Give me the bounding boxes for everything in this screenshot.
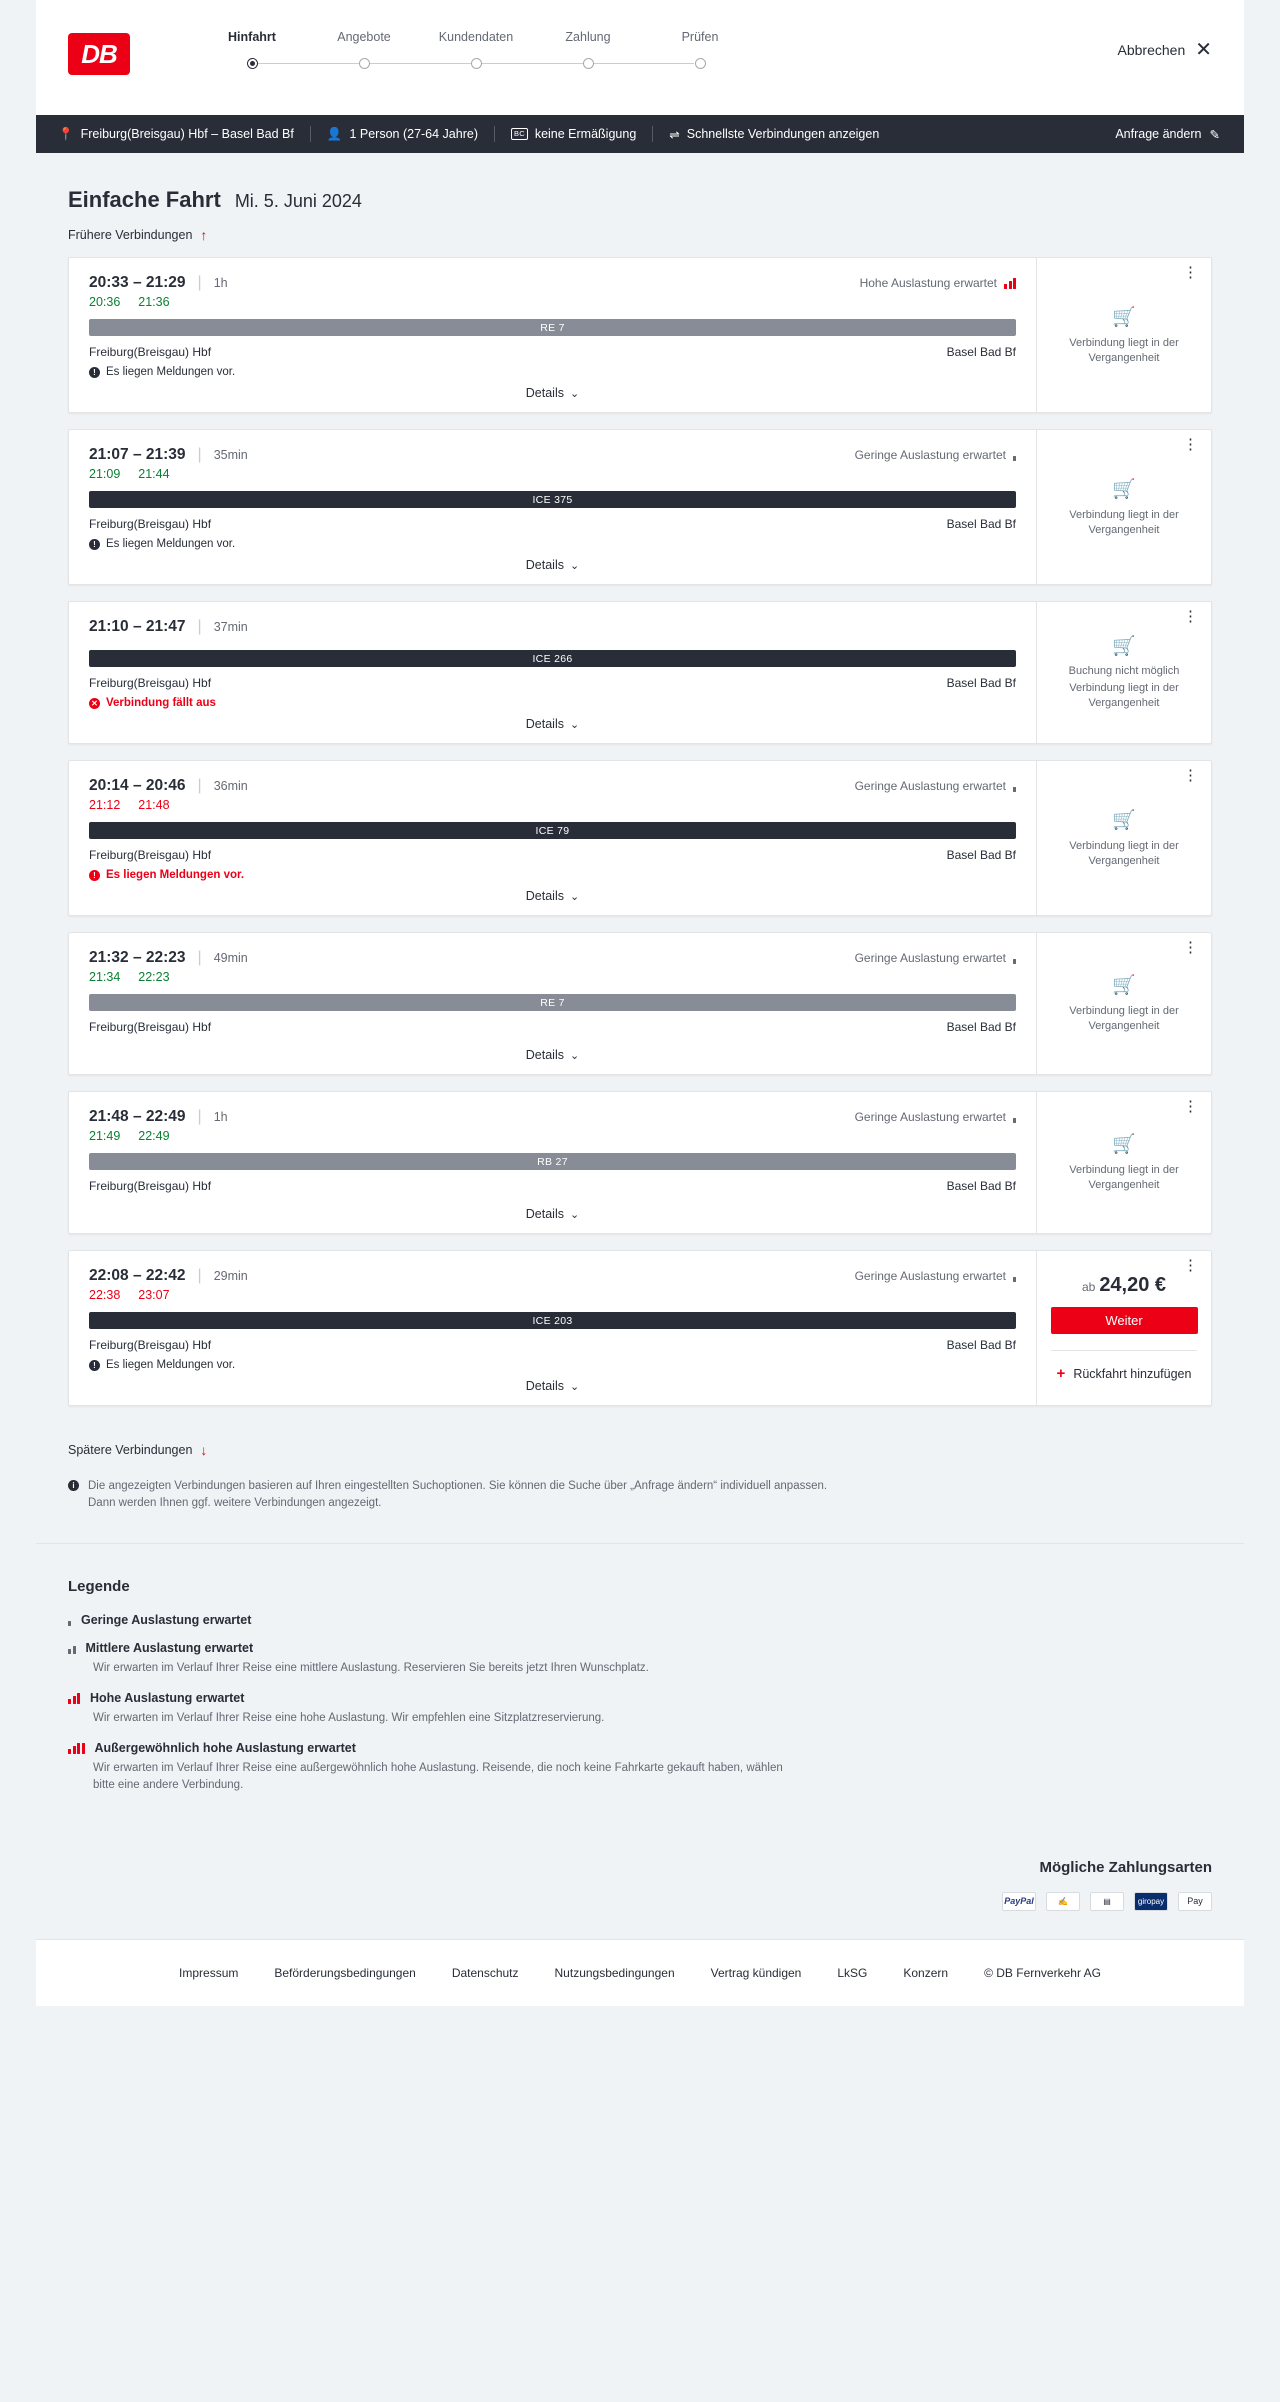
station-to: Basel Bad Bf — [946, 1020, 1016, 1034]
realtime-departure: 21:49 — [89, 1129, 121, 1143]
more-options-icon[interactable]: ⋮ — [1183, 1257, 1199, 1274]
connection-note[interactable]: ! Es liegen Meldungen vor. — [89, 869, 1016, 881]
cart-disabled-icon: 🛒 — [1112, 306, 1136, 328]
legend-item — [68, 1691, 1212, 1727]
station-from: Freiburg(Breisgau) Hbf — [89, 1179, 212, 1193]
change-request-button[interactable]: Anfrage ändern ✎ — [1115, 127, 1220, 142]
chevron-down-icon: ⌄ — [570, 1208, 580, 1221]
connection-duration: 1h — [213, 1110, 228, 1124]
legend-desc: Wir erwarten im Verlauf Ihrer Reise eine mittlere Auslastung. Reservieren Sie bereits jetzt Ihren Wunschplatz. — [93, 1661, 649, 1674]
divider: | — [197, 1108, 202, 1125]
chevron-down-icon: ⌄ — [570, 559, 580, 572]
more-options-icon[interactable]: ⋮ — [1183, 608, 1199, 625]
utilization: Hohe Auslastung erwartet — [860, 276, 1016, 290]
chevron-down-icon: ⌄ — [570, 890, 580, 903]
divider: | — [197, 1267, 202, 1284]
occupancy-icon — [1013, 449, 1016, 461]
connection-details — [69, 933, 1036, 1074]
chevron-down-icon: ⌄ — [570, 387, 580, 400]
train-bar[interactable]: RE 7 — [89, 319, 1016, 336]
connection-card[interactable] — [68, 601, 1212, 744]
info-icon: ! — [89, 1360, 100, 1371]
realtime-arrival: 21:48 — [138, 798, 170, 812]
legend-desc: Wir erwarten im Verlauf Ihrer Reise eine hohe Auslastung. Wir empfehlen eine Sitzplatzreservierung. — [93, 1711, 605, 1724]
realtime-times — [89, 1288, 1016, 1302]
cart-disabled-icon: 🛒 — [1112, 809, 1136, 831]
connection-times: 21:32 – 22:23 — [89, 949, 186, 966]
past-text: Verbindung liegt in der Vergangenheit — [1069, 839, 1179, 867]
divider: | — [197, 777, 202, 794]
occupancy-icon — [1013, 1111, 1016, 1123]
footer-link-vertrag-kuendigen[interactable]: Vertrag kündigen — [710, 1965, 802, 1980]
paypal-icon: PayPal — [1002, 1892, 1036, 1911]
price — [1082, 1274, 1166, 1297]
legend-item — [68, 1741, 1212, 1795]
hint-text: Die angezeigten Verbindungen basieren auf Ihren eingestellten Suchoptionen. Sie können die Suche über „Anfrage ändern“ individuell anpassen. Dann werden Ihnen ggf. weitere Verbindungen angezeigt. — [88, 1480, 828, 1510]
utilization: Geringe Auslastung erwartet — [855, 448, 1016, 462]
past-text: Verbindung liegt in der Vergangenheit — [1069, 1164, 1179, 1191]
cancelled-icon: ✕ — [89, 698, 100, 709]
realtime-departure: 21:34 — [89, 970, 121, 984]
connection-card[interactable] — [68, 257, 1212, 413]
stepper-labels — [196, 30, 756, 44]
search-hint — [36, 1468, 1244, 1543]
divider: | — [197, 274, 202, 291]
station-to: Basel Bad Bf — [946, 1338, 1016, 1352]
connection-card[interactable] — [68, 1091, 1212, 1234]
apple-pay-icon: Pay — [1178, 1892, 1212, 1911]
stations — [89, 1179, 1016, 1193]
connection-times: 21:48 – 22:49 — [89, 1108, 186, 1125]
query-passengers[interactable]: 👤 1 Person (27-64 Jahre) — [326, 126, 478, 141]
details-toggle[interactable]: Details ⌄ — [525, 717, 580, 731]
connection-header — [89, 1267, 1016, 1285]
past-text: Verbindung liegt in der Vergangenheit — [1069, 682, 1179, 709]
connection-offer — [1036, 602, 1211, 743]
train-bar[interactable]: RB 27 — [89, 1153, 1016, 1170]
connection-duration: 35min — [213, 448, 248, 462]
details-toggle[interactable]: Details ⌄ — [525, 1379, 580, 1393]
stations — [89, 848, 1016, 862]
train-bar[interactable]: ICE 203 — [89, 1312, 1016, 1329]
pencil-icon: ✎ — [1209, 127, 1220, 142]
more-options-icon[interactable]: ⋮ — [1183, 767, 1199, 784]
station-from: Freiburg(Breisgau) Hbf — [89, 676, 212, 690]
station-from: Freiburg(Breisgau) Hbf — [89, 345, 212, 359]
bahncard-icon: BC — [511, 128, 528, 140]
train-bar[interactable]: RE 7 — [89, 994, 1016, 1011]
payments-title: Mögliche Zahlungsarten — [1039, 1858, 1212, 1876]
earlier-connections-button[interactable]: Frühere Verbindungen ↑ — [68, 227, 208, 243]
realtime-arrival: 21:44 — [138, 467, 170, 481]
realtime-departure: 21:09 — [89, 467, 121, 481]
cancel-label: Abbrechen — [1117, 42, 1186, 58]
station-to: Basel Bad Bf — [946, 345, 1016, 359]
connections-list — [36, 257, 1244, 1406]
cart-disabled-icon: 🛒 — [1112, 975, 1136, 997]
realtime-times — [89, 467, 1016, 481]
connection-details — [69, 761, 1036, 915]
plus-icon: + — [1056, 1365, 1066, 1382]
step-hinfahrt[interactable]: Hinfahrt — [228, 30, 276, 44]
realtime-arrival: 23:07 — [138, 1288, 170, 1302]
cart-disabled-icon: 🛒 — [1112, 478, 1136, 500]
station-to: Basel Bad Bf — [946, 848, 1016, 862]
connection-times: 21:07 – 21:39 — [89, 446, 186, 463]
footer-copyright: © DB Fernverkehr AG — [984, 1965, 1101, 1980]
details-toggle[interactable]: Details ⌄ — [525, 1048, 580, 1062]
connection-card[interactable] — [68, 760, 1212, 916]
occupancy-icon — [1004, 277, 1016, 289]
station-from: Freiburg(Breisgau) Hbf — [89, 848, 212, 862]
connection-duration: 29min — [213, 1269, 248, 1283]
realtime-times — [89, 295, 1016, 309]
details-toggle[interactable]: Details ⌄ — [525, 1207, 580, 1221]
connection-offer — [1036, 258, 1211, 412]
more-options-icon[interactable]: ⋮ — [1183, 436, 1199, 453]
realtime-arrival: 22:23 — [138, 970, 170, 984]
info-icon: ! — [89, 367, 100, 378]
legend-desc: Wir erwarten im Verlauf Ihrer Reise eine außergewöhnlich hohe Auslastung. Reisende, die noch keine Fahrkarte gekauft haben, wählen bitte eine andere Verbindung. — [93, 1762, 783, 1792]
location-pin-icon: 📍 — [58, 126, 74, 141]
station-from: Freiburg(Breisgau) Hbf — [89, 517, 212, 531]
connection-header — [89, 274, 1016, 292]
query-bar — [36, 115, 1244, 153]
legend-section — [36, 1543, 1244, 1839]
footer-link-befoerderungsbedingungen[interactable]: Beförderungsbedingungen — [274, 1965, 416, 1980]
details-toggle[interactable]: Details ⌄ — [525, 386, 580, 400]
connection-note[interactable]: ! Es liegen Meldungen vor. — [89, 366, 1016, 378]
connection-times: 20:14 – 20:46 — [89, 777, 186, 794]
connection-offer — [1036, 761, 1211, 915]
connection-details — [69, 430, 1036, 584]
divider: | — [197, 618, 202, 635]
price-prefix: ab — [1081, 1280, 1096, 1294]
close-icon[interactable]: ✕ — [1195, 39, 1212, 61]
connection-duration: 1h — [213, 276, 228, 290]
add-return-button[interactable]: + Rückfahrt hinzufügen — [1051, 1350, 1197, 1382]
connection-header — [89, 446, 1016, 464]
connection-header — [89, 1108, 1016, 1126]
legend-head: Geringe Auslastung erwartet — [68, 1613, 1212, 1627]
legend-item — [68, 1613, 1212, 1627]
train-bar[interactable]: ICE 79 — [89, 822, 1016, 839]
stations — [89, 345, 1016, 359]
footer — [36, 1939, 1244, 2006]
realtime-departure: 22:38 — [89, 1288, 121, 1302]
query-discount[interactable]: BC keine Ermäßigung — [495, 127, 652, 141]
past-text: Verbindung liegt in der Vergangenheit — [1069, 1005, 1179, 1032]
connection-times: 20:33 – 21:29 — [89, 274, 186, 291]
connection-card[interactable] — [68, 429, 1212, 585]
person-icon: 👤 — [326, 126, 343, 141]
realtime-arrival: 22:49 — [138, 1129, 170, 1143]
step-kundendaten[interactable]: Kundendaten — [438, 30, 514, 44]
connection-header — [89, 777, 1016, 795]
footer-link-datenschutz[interactable]: Datenschutz — [451, 1965, 519, 1980]
price-value: 24,20 € — [1099, 1274, 1167, 1296]
legend-title: Legende — [68, 1577, 130, 1595]
stations — [89, 517, 1016, 531]
fastest-icon: ⇌ — [669, 127, 680, 142]
realtime-departure: 21:12 — [89, 798, 121, 812]
occupancy-icon — [68, 1742, 85, 1754]
details-toggle[interactable]: Details ⌄ — [525, 558, 580, 572]
step-angebote[interactable]: Angebote — [337, 30, 391, 44]
info-icon: ! — [89, 870, 100, 881]
query-fastest[interactable]: ⇌ Schnellste Verbindungen anzeigen — [669, 127, 880, 142]
footer-link-lksg[interactable]: LkSG — [837, 1965, 868, 1980]
connection-offer — [1036, 1251, 1211, 1405]
connection-header — [89, 618, 1016, 636]
realtime-times — [89, 798, 1016, 812]
connection-duration: 36min — [213, 779, 248, 793]
occupancy-icon — [68, 1642, 76, 1654]
title-date: Mi. 5. Juni 2024 — [234, 191, 362, 211]
chevron-down-icon: ⌄ — [570, 718, 580, 731]
connection-offer — [1036, 1092, 1211, 1233]
occupancy-icon — [1013, 780, 1016, 792]
occupancy-icon — [1013, 952, 1016, 964]
payments-section — [36, 1839, 1244, 1939]
utilization: Geringe Auslastung erwartet — [855, 1269, 1016, 1283]
connection-offer — [1036, 430, 1211, 584]
connection-note[interactable]: ! Es liegen Meldungen vor. — [89, 538, 1016, 550]
cancel-button[interactable] — [1118, 40, 1212, 60]
utilization: Geringe Auslastung erwartet — [855, 779, 1016, 793]
cart-disabled-icon: 🛒 — [1112, 636, 1136, 658]
connection-times: 22:08 – 22:42 — [89, 1267, 186, 1284]
chevron-down-icon: ⌄ — [570, 1049, 580, 1062]
booking-stepper — [196, 30, 756, 69]
connection-details — [69, 602, 1036, 743]
occupancy-icon — [1013, 1270, 1016, 1282]
footer-link-nutzungsbedingungen[interactable]: Nutzungsbedingungen — [554, 1965, 675, 1980]
query-route[interactable]: 📍 Freiburg(Breisgau) Hbf – Basel Bad Bf — [58, 126, 294, 141]
legend-head: Hohe Auslastung erwartet — [68, 1691, 1212, 1705]
connection-duration: 37min — [213, 620, 248, 634]
realtime-times — [89, 1129, 1016, 1143]
cart-disabled-icon: 🛒 — [1112, 1134, 1136, 1156]
divider: | — [197, 446, 202, 463]
station-from: Freiburg(Breisgau) Hbf — [89, 1020, 212, 1034]
footer-link-impressum[interactable]: Impressum — [179, 1965, 239, 1980]
app-header — [36, 0, 1244, 115]
occupancy-icon — [68, 1614, 71, 1626]
divider: | — [197, 949, 202, 966]
utilization: Geringe Auslastung erwartet — [855, 951, 1016, 965]
legend-head: Mittlere Auslastung erwartet — [68, 1641, 1212, 1655]
connection-card[interactable] — [68, 932, 1212, 1075]
connection-offer — [1036, 933, 1211, 1074]
station-to: Basel Bad Bf — [946, 1179, 1016, 1193]
station-from: Freiburg(Breisgau) Hbf — [89, 1338, 212, 1352]
train-bar[interactable]: ICE 266 — [89, 650, 1016, 667]
credit-card-icon: ▤ — [1090, 1892, 1124, 1911]
train-bar[interactable]: ICE 375 — [89, 491, 1016, 508]
title-main: Einfache Fahrt — [68, 187, 221, 212]
chevron-down-icon: ⌄ — [570, 1380, 580, 1393]
info-icon: ! — [89, 539, 100, 550]
past-text: Verbindung liegt in der Vergangenheit — [1069, 508, 1179, 536]
info-icon: i — [68, 1480, 79, 1491]
continue-button[interactable]: Weiter — [1051, 1307, 1198, 1334]
connection-header — [89, 949, 1016, 967]
db-logo[interactable]: DB — [68, 33, 130, 75]
realtime-departure: 20:36 — [89, 295, 121, 309]
arrow-down-icon: ↓ — [200, 1442, 208, 1458]
more-options-icon[interactable]: ⋮ — [1183, 939, 1199, 956]
connection-details — [69, 1251, 1036, 1405]
more-options-icon[interactable]: ⋮ — [1183, 264, 1199, 281]
payment-icons — [68, 1892, 1212, 1911]
more-options-icon[interactable]: ⋮ — [1183, 1098, 1199, 1115]
connection-details — [69, 1092, 1036, 1233]
past-text: Verbindung liegt in der Vergangenheit — [1069, 336, 1179, 364]
footer-link-konzern[interactable]: Konzern — [903, 1965, 949, 1980]
connection-card[interactable] — [68, 1250, 1212, 1406]
utilization: Geringe Auslastung erwartet — [855, 1110, 1016, 1124]
connection-note[interactable]: ✕ Verbindung fällt aus — [89, 697, 1016, 709]
not-bookable-text: Buchung nicht möglich — [1068, 665, 1180, 678]
legend-item — [68, 1641, 1212, 1677]
stations — [89, 1020, 1016, 1034]
stepper-dots — [196, 58, 756, 69]
direct-debit-icon: ✍ — [1046, 1892, 1080, 1911]
details-toggle[interactable]: Details ⌄ — [525, 889, 580, 903]
giropay-icon: giropay — [1134, 1892, 1168, 1911]
connection-duration: 49min — [213, 951, 248, 965]
realtime-arrival: 21:36 — [138, 295, 170, 309]
stations — [89, 676, 1016, 690]
step-pruefen[interactable]: Prüfen — [681, 30, 719, 44]
page-title — [36, 187, 1244, 213]
connection-note[interactable]: ! Es liegen Meldungen vor. — [89, 1359, 1016, 1371]
station-to: Basel Bad Bf — [946, 676, 1016, 690]
realtime-times — [89, 970, 1016, 984]
connection-times: 21:10 – 21:47 — [89, 618, 186, 635]
legend-head: Außergewöhnlich hohe Auslastung erwartet — [68, 1741, 1212, 1755]
stations — [89, 1338, 1016, 1352]
station-to: Basel Bad Bf — [946, 517, 1016, 531]
occupancy-icon — [68, 1692, 80, 1704]
later-connections-button[interactable]: Spätere Verbindungen ↓ — [68, 1442, 208, 1458]
step-zahlung[interactable]: Zahlung — [565, 30, 611, 44]
arrow-up-icon: ↑ — [200, 227, 208, 243]
connection-details — [69, 258, 1036, 412]
